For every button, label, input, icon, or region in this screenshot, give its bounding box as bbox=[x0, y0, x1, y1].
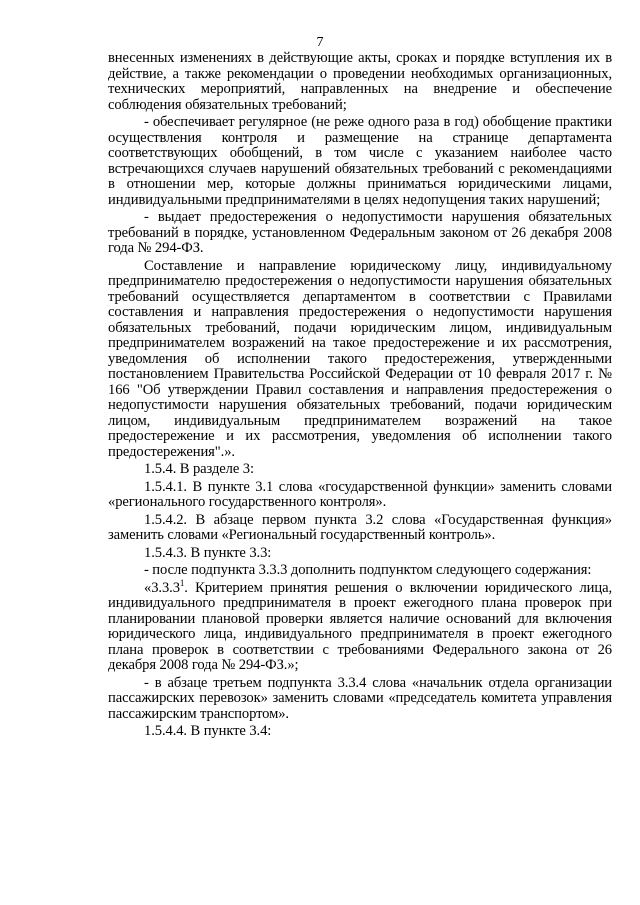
page-number: 7 bbox=[316, 35, 324, 50]
paragraph-1-5-4-2: 1.5.4.2. В абзаце первом пункта 3.2 слова «Государственная функция» заменить словами «Региональный государственный контроль». bbox=[108, 511, 612, 543]
paragraph-warning-procedure: Составление и направление юридическому лицу, индивидуальному предпринимателю предостережения о недопустимости нарушения обязательных требований осуществляется департаментом в соответствии с Правилами составления и направления предостережения о недопустимости нарушения обязательных требований, подачи юридическим лицом, индивидуальным предпринимателем возражений на такое предостережение и их рассмотрения, уведомления об исполнении такого предостережения, утвержденными постановлением Правительства Российской Федерации от 10 февраля 2017 г. № 166 "Об утверждении Правил составления и направления предостережения о недопустимости нарушения обязательных требований, подачи юридическим лицом, индивидуальным предпринимателем возражений на такое предостережение и их рассмотрения, уведомления об исполнении такого предостережения".». bbox=[108, 257, 612, 460]
paragraph-generalization-practice: - обеспечивает регулярное (не реже одного раза в год) обобщение практики осуществления контроля и размещение на странице департамента соответствующих обобщений, в том числе с указанием наиболее часто встречающихся случаев нарушений обязательных требований с рекомендациями в отношении мер, которые должны приниматься юридическими лицами, индивидуальными предпринимателями в целях недопущения таких нарушений; bbox=[108, 114, 612, 208]
paragraph-add-subpoint: - после подпункта 3.3.3 дополнить подпунктом следующего содержания: bbox=[144, 562, 592, 578]
paragraph-section-1-5-4: 1.5.4. В разделе 3: bbox=[144, 461, 254, 477]
paragraph-1-5-4-1: 1.5.4.1. В пункте 3.1 слова «государственной функции» заменить словами «регионального государственного контроля». bbox=[108, 478, 612, 510]
clause-number: «3.3.3 bbox=[144, 579, 180, 596]
paragraph-warnings: - выдает предостережения о недопустимости нарушения обязательных требований в порядке, установленном Федеральным законом от 26 декабря 2008 года № 294-ФЗ. bbox=[108, 209, 612, 256]
paragraph-3-3-4-replacement: - в абзаце третьем подпункта 3.3.4 слова «начальник отдела организации пассажирских перевозок» заменить словами «председатель комитета управления пассажирским транспортом». bbox=[108, 674, 612, 722]
paragraph-1-5-4-3: 1.5.4.3. В пункте 3.3: bbox=[144, 544, 272, 561]
paragraph-1-5-4-4: 1.5.4.4. В пункте 3.4: bbox=[144, 723, 272, 739]
paragraph-continuation: внесенных изменениях в действующие акты, сроках и порядке вступления их в действие, а также рекомендации о проведении необходимых организационных, технических мероприятий, направленных на внедрение и обеспечение соблюдения обязательных требований; bbox=[108, 50, 612, 113]
clause-text: . Критерием принятия решения о включении юридического лица, индивидуального предпринимателя в проект ежегодного плана проверок при планировании плановой проверки является наличие оснований для включения юридического лица, индивидуального предпринимателя в проект ежегодного плана проверок в соответствии с требованиями Федерального закона от 26 декабря 2008 года № 294-ФЗ.»; bbox=[108, 579, 612, 673]
clause-superscript: 1 bbox=[179, 577, 185, 588]
document-body bbox=[108, 51, 612, 740]
paragraph-3-3-3-1 bbox=[108, 577, 612, 674]
